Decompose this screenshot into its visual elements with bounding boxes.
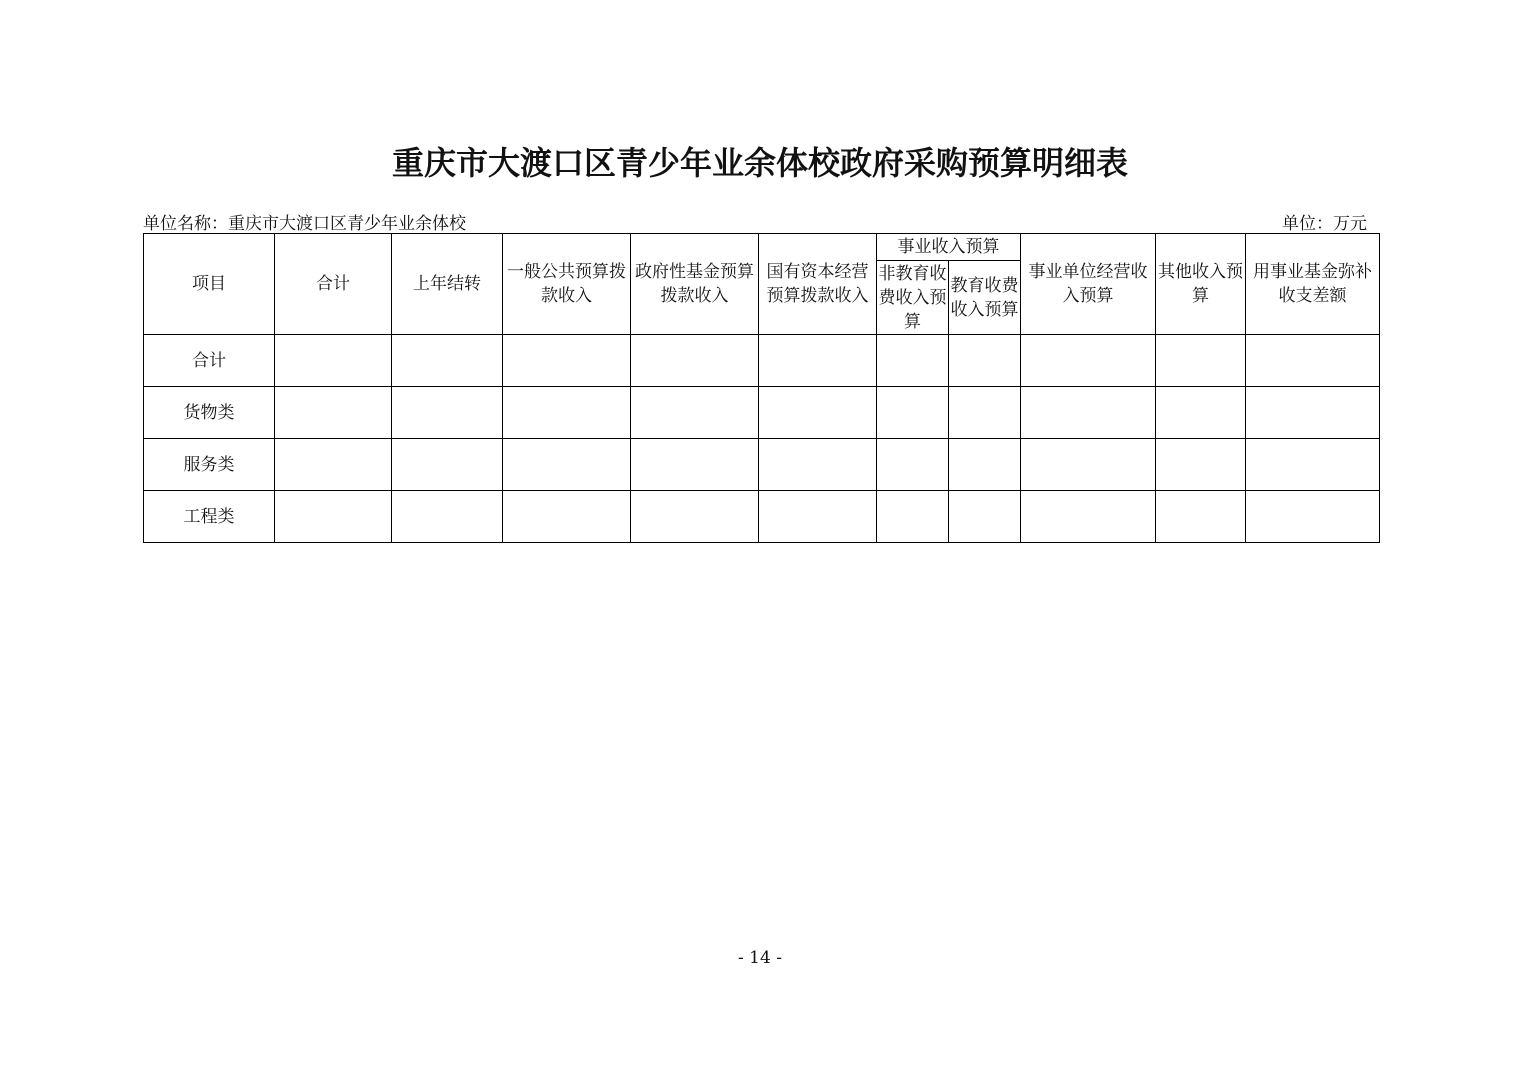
table-cell (759, 335, 877, 387)
header-non-edu-fee: 非教育收费收入预算 (877, 261, 949, 335)
header-row-1 (144, 234, 1380, 261)
header-carryover: 上年结转 (392, 234, 503, 335)
table-cell (1021, 387, 1156, 439)
table-cell (275, 491, 392, 543)
table-row (144, 335, 1380, 387)
table-cell (759, 439, 877, 491)
table-cell (1246, 439, 1380, 491)
table-cell (503, 491, 631, 543)
table-row (144, 439, 1380, 491)
table-cell (949, 491, 1021, 543)
table-cell (275, 335, 392, 387)
header-fund-offset: 用事业基金弥补收支差额 (1246, 234, 1380, 335)
table-cell (1246, 491, 1380, 543)
table-cell (877, 387, 949, 439)
header-other-income: 其他收入预算 (1156, 234, 1246, 335)
table-cell (949, 335, 1021, 387)
table-cell (1156, 335, 1246, 387)
table-row (144, 491, 1380, 543)
table-cell (392, 387, 503, 439)
table-cell (877, 491, 949, 543)
table-cell (392, 491, 503, 543)
table-cell (1021, 491, 1156, 543)
header-total: 合计 (275, 234, 392, 335)
row-label: 服务类 (144, 439, 275, 491)
table-row (144, 387, 1380, 439)
unit-name: 单位名称：重庆市大渡口区青少年业余体校 (143, 214, 466, 234)
page-title: 重庆市大渡口区青少年业余体校政府采购预算明细表 (391, 144, 1128, 182)
table-cell (877, 439, 949, 491)
table-cell (1156, 491, 1246, 543)
table-cell (275, 439, 392, 491)
table-cell (503, 439, 631, 491)
table-cell (1021, 439, 1156, 491)
table-cell (1156, 387, 1246, 439)
table-cell (631, 439, 759, 491)
table-cell (392, 335, 503, 387)
table-cell (503, 387, 631, 439)
table-cell (1246, 335, 1380, 387)
table-cell (1246, 387, 1380, 439)
table-cell (503, 335, 631, 387)
header-state-capital: 国有资本经营预算拨款收入 (759, 234, 877, 335)
table-cell (631, 335, 759, 387)
table-cell (949, 387, 1021, 439)
page-number: - 14 - (738, 948, 782, 968)
table-cell (877, 335, 949, 387)
table-cell (631, 387, 759, 439)
header-edu-fee: 教育收费收入预算 (949, 261, 1021, 335)
row-label: 货物类 (144, 387, 275, 439)
table-cell (275, 387, 392, 439)
header-gov-fund: 政府性基金预算拨款收入 (631, 234, 759, 335)
header-operating-income: 事业单位经营收入预算 (1021, 234, 1156, 335)
budget-table (143, 233, 1380, 543)
unit-label: 单位：万元 (1282, 214, 1367, 234)
table-cell (631, 491, 759, 543)
table-cell (759, 491, 877, 543)
table-cell (1021, 335, 1156, 387)
table-cell (392, 439, 503, 491)
header-general-public: 一般公共预算拨款收入 (503, 234, 631, 335)
table-cell (949, 439, 1021, 491)
table-cell (1156, 439, 1246, 491)
header-business-income: 事业收入预算 (877, 234, 1021, 261)
header-item: 项目 (144, 234, 275, 335)
row-label: 工程类 (144, 491, 275, 543)
table-cell (759, 387, 877, 439)
row-label: 合计 (144, 335, 275, 387)
